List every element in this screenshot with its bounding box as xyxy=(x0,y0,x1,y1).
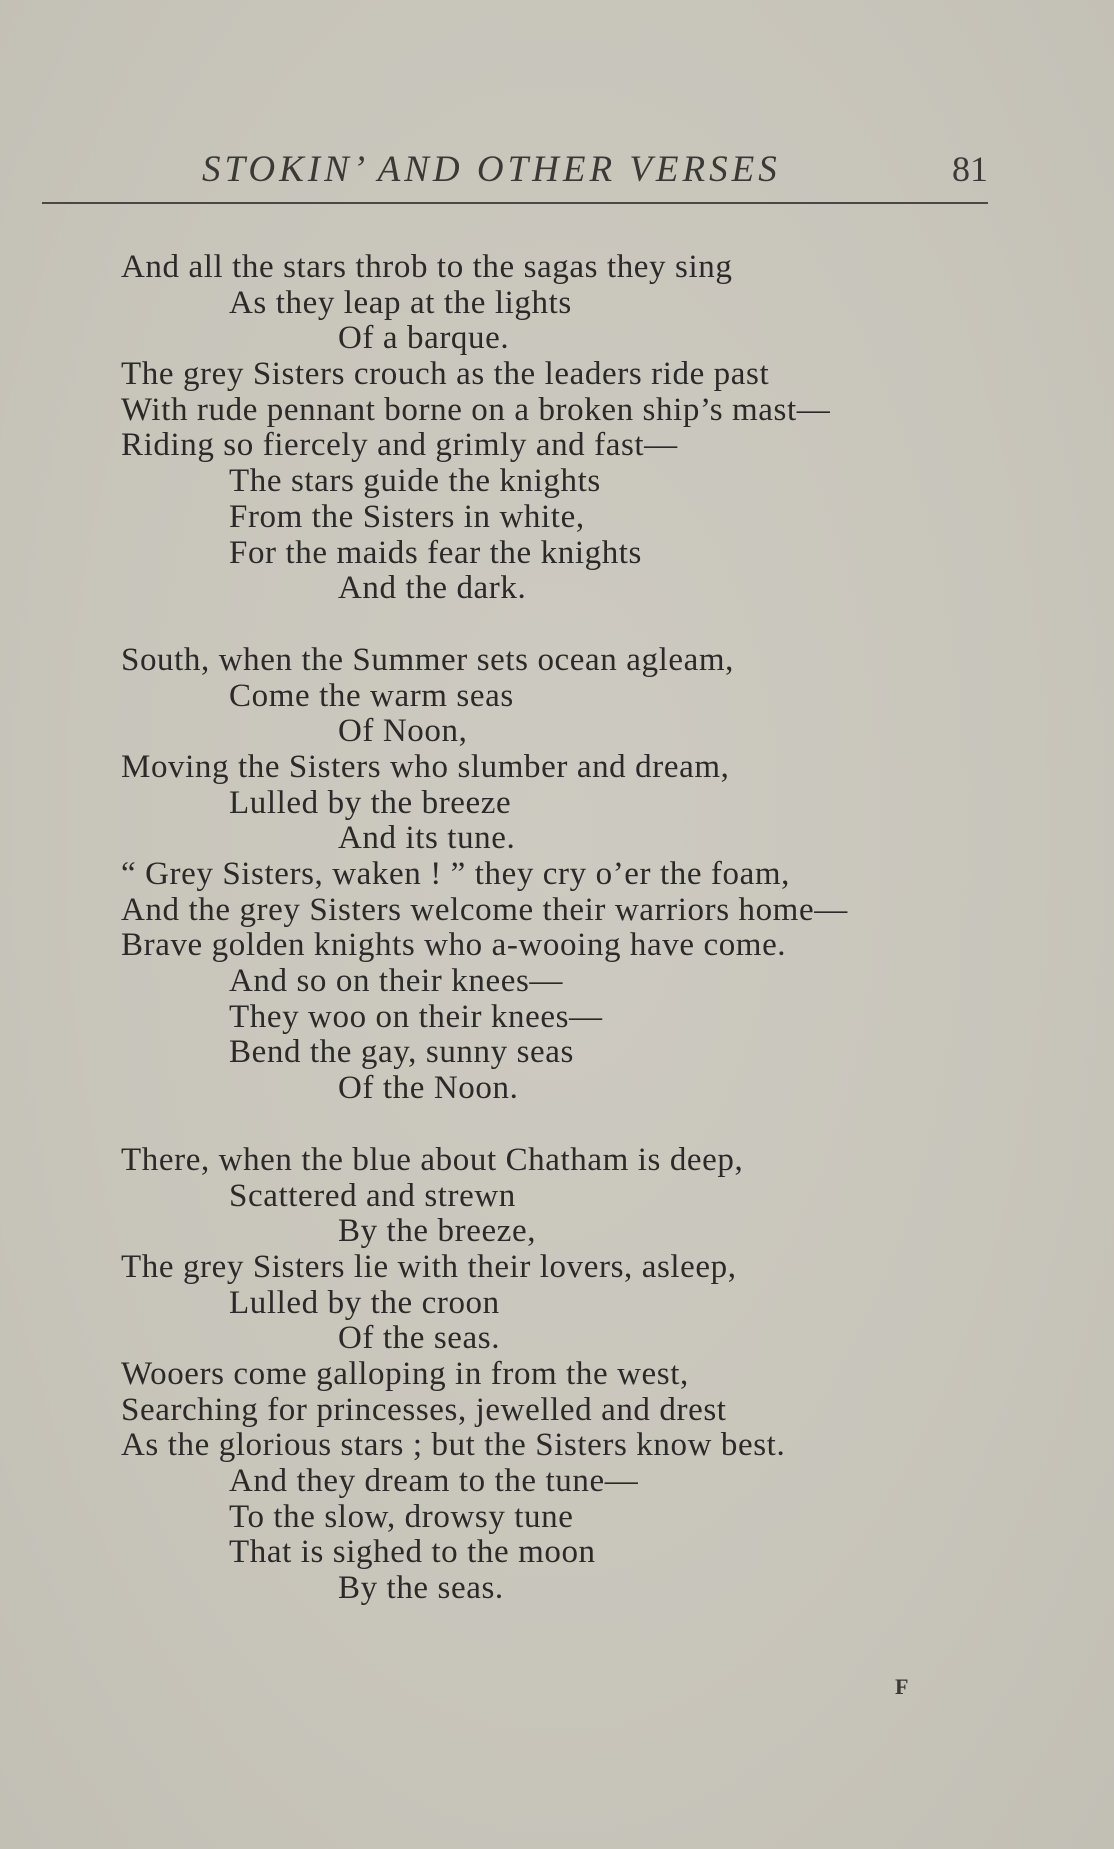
poem-line: “ Grey Sisters, waken ! ” they cry o’er the foam, xyxy=(121,856,790,892)
poem-line: They woo on their knees— xyxy=(229,998,603,1035)
poem-line: Of the Noon. xyxy=(338,1070,519,1107)
poem-line: With rude pennant borne on a broken ship’s mast— xyxy=(121,391,831,428)
running-head: STOKIN’ AND OTHER VERSES xyxy=(202,149,781,190)
poem-line: And so on their knees— xyxy=(229,963,563,1000)
poem-line: Bend the gay, sunny seas xyxy=(229,1034,574,1071)
poem-line: The grey Sisters crouch as the leaders ride past xyxy=(121,356,770,393)
poem-line: Come the warm seas xyxy=(229,677,514,714)
poem-line: Searching for princesses, jewelled and drest xyxy=(121,1391,727,1428)
page-number: 81 xyxy=(952,149,988,189)
signature-mark: F xyxy=(895,1674,909,1699)
poem-line: Moving the Sisters who slumber and dream, xyxy=(121,748,730,785)
page-header xyxy=(40,148,988,196)
poem-line: By the seas. xyxy=(338,1570,504,1607)
poem-line: The stars guide the knights xyxy=(229,463,601,500)
poem-line: South, when the Summer sets ocean agleam, xyxy=(121,641,734,678)
poem-line: The grey Sisters lie with their lovers, asleep, xyxy=(121,1248,737,1285)
poem-line: By the breeze, xyxy=(338,1213,537,1250)
poem-line: And they dream to the tune— xyxy=(229,1463,639,1499)
poem-line: And the grey Sisters welcome their warriors home— xyxy=(121,891,848,928)
poem-line: Wooers come galloping in from the west, xyxy=(121,1355,689,1392)
poem xyxy=(121,250,1021,1607)
poem-line: Of the seas. xyxy=(338,1320,501,1357)
poem-line: To the slow, drowsy tune xyxy=(229,1498,574,1535)
poem-line: Scattered and strewn xyxy=(229,1177,516,1214)
poem-line: For the maids fear the knights xyxy=(229,534,643,571)
poem-line: That is sighed to the moon xyxy=(229,1534,596,1571)
poem-line: And all the stars throb to the sagas they sing xyxy=(121,249,733,285)
poem-line: And its tune. xyxy=(338,820,516,857)
poem-line: Lulled by the breeze xyxy=(229,784,512,821)
poem-line: And the dark. xyxy=(338,570,527,607)
header-rule xyxy=(42,202,988,204)
poem-line: Brave golden knights who a-wooing have come. xyxy=(121,927,787,964)
poem-line: Of Noon, xyxy=(338,713,468,750)
poem-line: Lulled by the croon xyxy=(229,1284,500,1321)
poem-line: As the glorious stars ; but the Sisters know best. xyxy=(121,1427,786,1464)
poem-line: Riding so fiercely and grimly and fast— xyxy=(121,427,678,464)
poem-line: There, when the blue about Chatham is deep, xyxy=(121,1141,744,1178)
poem-line: Of a barque. xyxy=(338,320,510,357)
poem-line: From the Sisters in white, xyxy=(229,498,585,535)
poem-line: As they leap at the lights xyxy=(229,284,572,321)
